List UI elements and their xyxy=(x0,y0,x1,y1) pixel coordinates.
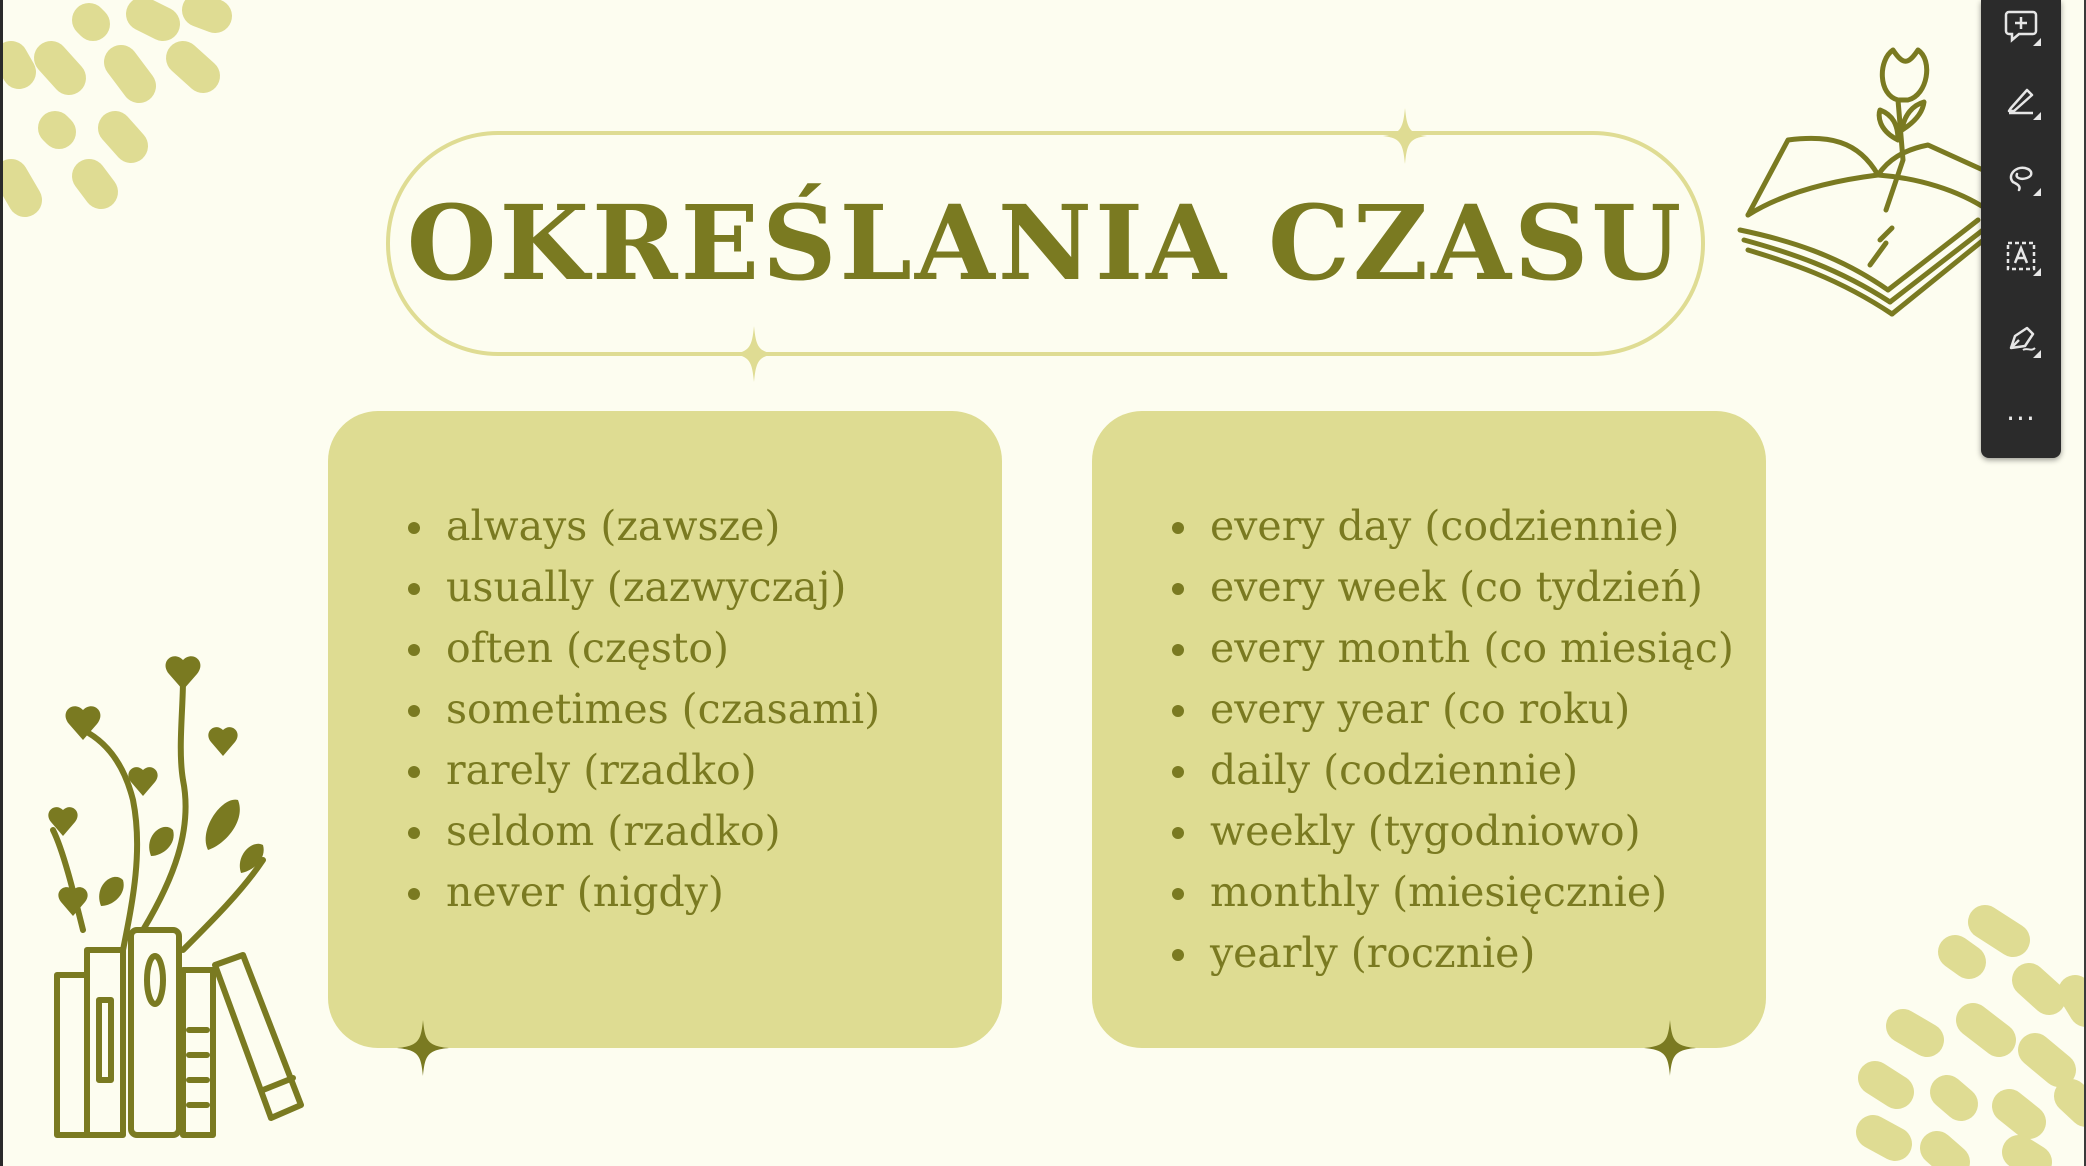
list-item: rarely (rzadko) xyxy=(408,740,880,801)
list-item: seldom (rzadko) xyxy=(408,801,880,862)
more-options-button[interactable]: ··· xyxy=(2006,401,2036,435)
slide xyxy=(3,0,2086,1166)
page-title: OKREŚLANIA CZASU xyxy=(406,183,1685,304)
list-item: every week (co tydzień) xyxy=(1172,557,1734,618)
list-item: never (nigdy) xyxy=(408,862,880,923)
list-item: sometimes (czasami) xyxy=(408,679,880,740)
frequency-card-left xyxy=(328,411,1002,1048)
frequency-list-right xyxy=(1172,496,1734,984)
dash-pattern-top-left xyxy=(3,0,243,230)
sparkle-icon xyxy=(397,1020,449,1076)
list-item: always (zawsze) xyxy=(408,496,880,557)
list-item: weekly (tygodniowo) xyxy=(1172,801,1734,862)
list-item: every month (co miesiąc) xyxy=(1172,618,1734,679)
list-item: monthly (miesięcznie) xyxy=(1172,862,1734,923)
add-comment-button[interactable] xyxy=(1995,0,2047,52)
open-book-flower-icon xyxy=(1728,40,1988,330)
list-item: usually (zazwyczaj) xyxy=(408,557,880,618)
signature-pen-button[interactable] xyxy=(1995,312,2047,364)
text-select-button[interactable] xyxy=(1995,230,2047,282)
frequency-card-right xyxy=(1092,411,1766,1048)
sparkle-icon xyxy=(1644,1020,1696,1076)
lasso-button[interactable] xyxy=(1995,150,2047,202)
frequency-list-left xyxy=(408,496,880,923)
highlight-pen-button[interactable] xyxy=(1995,74,2047,126)
list-item: yearly (rocznie) xyxy=(1172,923,1734,984)
books-plant-icon xyxy=(43,650,313,1150)
list-item: every year (co roku) xyxy=(1172,679,1734,740)
annotation-toolbar xyxy=(1981,0,2061,458)
list-item: every day (codziennie) xyxy=(1172,496,1734,557)
list-item: often (często) xyxy=(408,618,880,679)
list-item: daily (codziennie) xyxy=(1172,740,1734,801)
dash-pattern-bottom-right xyxy=(1823,900,2086,1166)
